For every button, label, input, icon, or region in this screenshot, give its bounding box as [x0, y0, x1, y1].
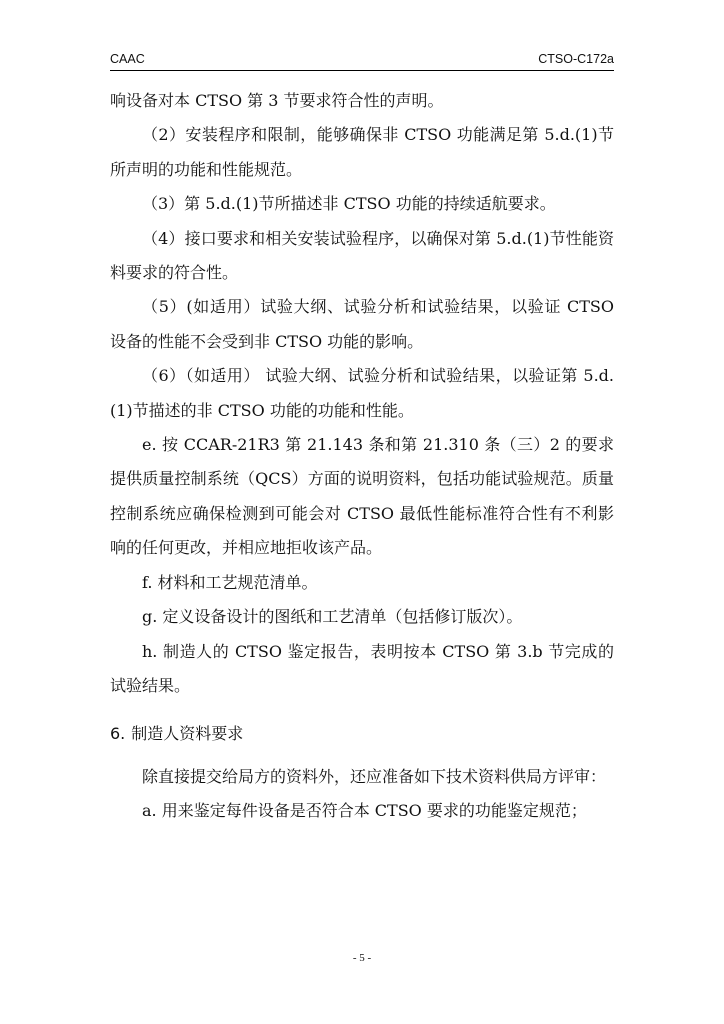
paragraph: （4）接口要求和相关安装试验程序，以确保对第 5.d.(1)节性能资料要求的符合性。 — [110, 228, 614, 283]
paragraph: （5）(如适用）试验大纲、试验分析和试验结果，以验证 CTSO 设备的性能不会受到非 CTSO 功能的影响。 — [110, 297, 614, 351]
paragraph: （3）第 5.d.(1)节所描述非 CTSO 功能的持续适航要求。 — [142, 194, 556, 214]
paragraph: 响设备对本 CTSO 第 3 节要求符合性的声明。 — [110, 91, 444, 110]
page-number: - 5 - — [352, 952, 372, 964]
document-body — [110, 84, 614, 829]
header-rule — [110, 70, 614, 71]
header-left: CAAC — [110, 52, 145, 66]
paragraph: a. 用来鉴定每件设备是否符合本 CTSO 要求的功能鉴定规范； — [142, 801, 587, 821]
paragraph: e. 按 CCAR-21R3 第 21.143 条和第 21.310 条（三）2 的要求提供质量控制系统（QCS）方面的说明资料，包括功能试验规范。质量控制系统应确保检测到可能会对 CTSO 最低性能标准符合性有不利影响的任何更改，并相应地拒收该产品。 — [110, 435, 614, 558]
section-title: 制造人资料要求 — [131, 724, 244, 744]
paragraph: （6）（如适用） 试验大纲、试验分析和试验结果，以验证第 5.d.(1)节描述的非 CTSO 功能的功能和性能。 — [110, 366, 614, 420]
paragraph: f. 材料和工艺规范清单。 — [142, 572, 318, 592]
paragraph: （2）安装程序和限制，能够确保非 CTSO 功能满足第 5.d.(1)节所声明的功能和性能规范。 — [110, 125, 614, 179]
section-heading — [110, 717, 614, 751]
section-number: 6. — [110, 724, 126, 744]
paragraph: 除直接提交给局方的资料外，还应准备如下技术资料供局方评审： — [142, 766, 607, 786]
paragraph: h. 制造人的 CTSO 鉴定报告，表明按本 CTSO 第 3.b 节完成的试验结果。 — [110, 641, 614, 695]
page-header — [110, 52, 614, 68]
header-right: CTSO-C172a — [538, 52, 614, 66]
paragraph: g. 定义设备设计的图纸和工艺清单（包括修订版次）。 — [142, 607, 523, 627]
